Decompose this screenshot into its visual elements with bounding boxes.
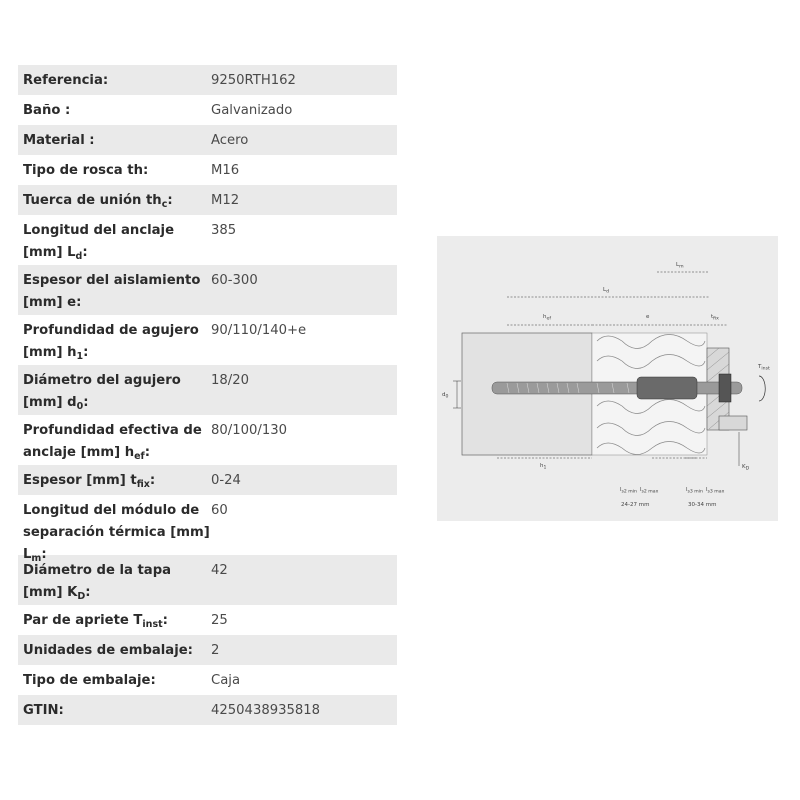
spec-label: Tuerca de unión $th_c$: xyxy=(23,193,173,210)
washer-nut xyxy=(719,374,731,402)
spec-label: Espesor del aislamiento [mm] e: xyxy=(23,273,201,310)
spec-row xyxy=(18,415,397,465)
spec-value: 2 xyxy=(211,643,220,658)
spec-value: 18/20 xyxy=(211,373,250,388)
label-ls2min: $l_{s2 min}$ xyxy=(620,487,637,495)
label-tfix: $t_{fix}$ xyxy=(711,314,719,322)
spec-value: 60-300 xyxy=(211,273,258,288)
spec-value: Galvanizado xyxy=(211,103,293,118)
spec-row xyxy=(18,555,397,605)
spec-label: Baño : xyxy=(23,103,71,118)
spec-value: 25 xyxy=(211,613,228,628)
spec-row xyxy=(18,315,397,365)
spec-row xyxy=(18,65,397,95)
spec-label: Profundidad efectiva de anclaje [mm] $h_{ef}$: xyxy=(23,423,202,462)
spec-row xyxy=(18,265,397,315)
spec-value: 60 xyxy=(211,503,228,518)
spec-value: 385 xyxy=(211,223,237,238)
spec-label: Par de apriete $T_{inst}$: xyxy=(23,613,168,630)
label-e: e xyxy=(646,314,650,320)
spec-row xyxy=(18,95,397,125)
label-kd: $K_D$ xyxy=(742,464,750,472)
torque-arrow xyxy=(759,376,765,401)
label-h1: $h_1$ xyxy=(540,463,547,471)
label-ls2max: $l_{s2 max}$ xyxy=(640,487,659,495)
spec-value: 0-24 xyxy=(211,473,241,488)
spec-label: GTIN: xyxy=(23,703,64,718)
spec-row xyxy=(18,665,397,695)
label-ld: $L_d$ xyxy=(603,287,609,295)
spec-value: M16 xyxy=(211,163,240,178)
spec-label: Profundidad de agujero [mm] $h_1$: xyxy=(23,323,199,362)
spec-label: Tipo de embalaje: xyxy=(23,673,156,688)
spec-row xyxy=(18,605,397,635)
spec-row xyxy=(18,155,397,185)
spec-row xyxy=(18,495,397,564)
label-d0: $d_0$ xyxy=(442,392,449,400)
spec-row xyxy=(18,695,397,725)
label-ls3min: $l_{s3 min}$ xyxy=(686,487,703,495)
spec-label: Diámetro del agujero [mm] $d_0$: xyxy=(23,373,181,412)
spec-label: Longitud del anclaje [mm] $L_d$: xyxy=(23,223,175,262)
fixture-foot xyxy=(719,416,747,430)
spec-value: Acero xyxy=(211,133,249,148)
spec-row xyxy=(18,365,397,415)
label-dim1: 24-27 mm xyxy=(621,502,650,508)
spec-value: 4250438935818 xyxy=(211,703,321,718)
spec-label: Longitud del módulo de separación térmica [mm] $L_m$: xyxy=(23,503,210,564)
spec-row xyxy=(18,635,397,665)
spec-value: M12 xyxy=(211,193,240,208)
spec-label: Unidades de embalaje: xyxy=(23,643,193,658)
spec-value: 80/100/130 xyxy=(211,423,288,438)
anchor-diagram xyxy=(437,236,778,521)
spec-value: 90/110/140+e xyxy=(211,323,307,338)
label-hef: $h_{ef}$ xyxy=(543,314,551,322)
anchor-rod xyxy=(492,382,742,394)
spec-table xyxy=(18,65,397,725)
spec-label: Espesor [mm] $t_{fix}$: xyxy=(23,473,156,490)
spec-row xyxy=(18,125,397,155)
spec-row xyxy=(18,465,397,495)
spec-label: Referencia: xyxy=(23,73,109,88)
anchor-diagram-svg xyxy=(437,236,778,521)
label-lm: $L_m$ xyxy=(676,262,684,270)
spec-label: Tipo de rosca th: xyxy=(23,163,149,178)
spec-row xyxy=(18,185,397,215)
spec-value: 42 xyxy=(211,563,228,578)
spec-row xyxy=(18,215,397,265)
spec-value: Caja xyxy=(211,673,241,688)
spec-value: 9250RTH162 xyxy=(211,73,296,88)
label-tinst: $T_{inst}$ xyxy=(758,364,770,372)
thermal-module xyxy=(637,377,697,399)
label-dim2: 30-34 mm xyxy=(688,502,717,508)
spec-label: Diámetro de la tapa [mm] $K_D$: xyxy=(23,563,172,602)
label-ls3max: $l_{s3 max}$ xyxy=(706,487,725,495)
spec-label: Material : xyxy=(23,133,95,148)
